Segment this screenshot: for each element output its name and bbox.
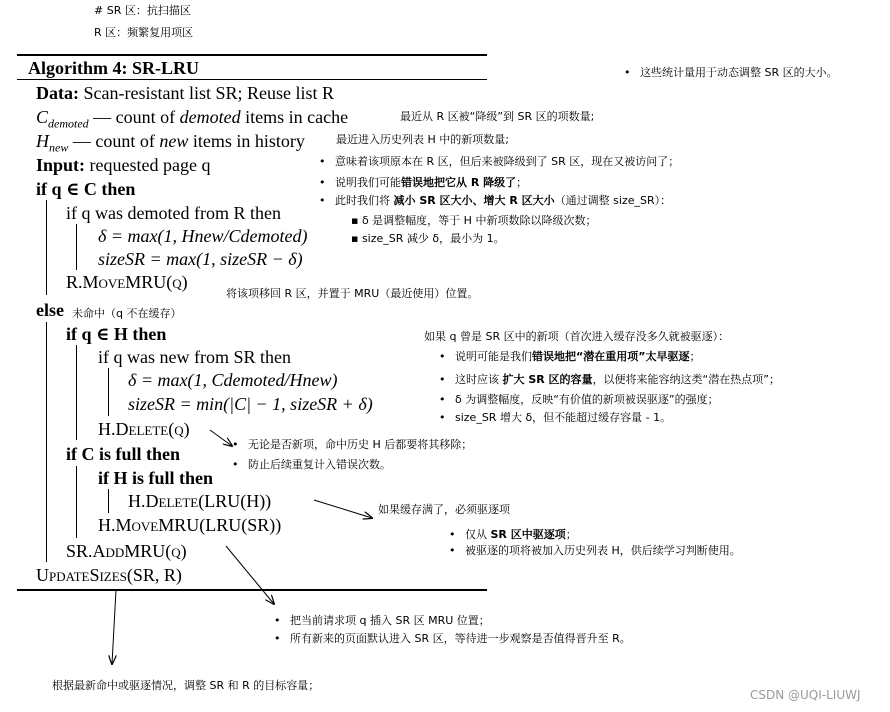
hit-note-1: • 意味着该项原本在 R 区，但后来被降级到了 SR 区，现在又被访问了；: [335, 155, 679, 169]
data-text: Scan-resistant list SR; Reuse list R: [83, 83, 334, 103]
h-intro-note: 如果 q 曾是 SR 区中的新项（首次进入缓存没多久就被驱逐）：: [424, 330, 730, 343]
line-if-c-full: if C is full then: [66, 444, 181, 464]
stats-purpose-note: • 这些统计量用于动态调整 SR 区的大小。: [640, 66, 838, 80]
evict-intro-note: 如果缓存满了，必须驱逐项: [378, 503, 510, 516]
hit-sub-note-2-text: size_SR 减少 δ，最小为 1。: [361, 232, 505, 245]
h-note-2: • 这时应该 扩大 SR 区的容量，以便将来能容纳这类“潜在热点项”；: [455, 373, 780, 387]
add-note-1: • 把当前请求项 q 插入 SR 区 MRU 位置；: [290, 614, 490, 628]
cdemoted-desc-em: demoted: [179, 107, 241, 127]
line-if-new: if q was new from SR then: [98, 347, 291, 367]
h-note-2-bold: 扩大 SR 区的容量: [502, 373, 593, 386]
add-note-2: • 所有新来的页面默认进入 SR 区，等待进一步观察是否值得晋升至 R。: [290, 632, 631, 646]
h-note-4: • size_SR 增大 δ，但不能超过缓存容量 - 1。: [455, 411, 671, 425]
line-update-sizes: UpdateSizes(SR, R): [36, 565, 182, 585]
line-if-in-c: if q ∈ C then: [36, 179, 136, 199]
h-note-1: • 说明可能是我们错误地把“潜在重用项”太早驱逐；: [455, 350, 700, 364]
line-size-1: sizeSR = max(1, sizeSR − δ): [98, 249, 303, 269]
line-move-to-r: R.MoveMRU(q): [66, 272, 188, 292]
data-keyword: Data:: [36, 83, 79, 103]
update-sizes-note: 根据最新命中或驱逐情况，调整 SR 和 R 的目标容量；: [52, 679, 320, 692]
hnew-note: 最近进入历史列表 H 中的新项数量;: [336, 133, 509, 146]
line-h-delete: H.Delete(q): [98, 419, 190, 439]
algorithm-title: Algorithm 4: SR-LRU: [28, 58, 199, 78]
line-else: else: [36, 300, 64, 320]
h-note-3: • δ 为调整幅度，反映“有价值的新项被误驱逐”的强度；: [455, 393, 719, 407]
line-size-2: sizeSR = min(|C| − 1, sizeSR + δ): [128, 394, 373, 414]
line-delta-2: δ = max(1, Cdemoted/Hnew): [128, 370, 338, 390]
line-h-delete-lru: H.Delete(LRU(H)): [128, 491, 272, 511]
evict-note-1: • 仅从 SR 区中驱逐项；: [465, 528, 577, 542]
hdelete-note-2: • 防止后续重复计入错误次数。: [248, 458, 391, 472]
line-if-demoted: if q was demoted from R then: [66, 203, 281, 223]
cdemoted-subscript: demoted: [48, 116, 89, 131]
line-if-in-h: if q ∈ H then: [66, 324, 167, 344]
move-to-r-note: 将该项移回 R 区，并置于 MRU（最近使用）位置。: [226, 287, 479, 300]
input-keyword: Input:: [36, 155, 86, 175]
hnew-subscript: new: [49, 140, 69, 155]
hnew-symbol: H: [36, 131, 49, 151]
hnew-desc-em: new: [159, 131, 189, 151]
hit-sub-note-2: ▪ size_SR 减少 δ，最小为 1。: [351, 232, 505, 245]
hit-note-2-bold: 错误地把它从 R 降级了: [401, 176, 517, 189]
hdelete-note-1: • 无论是否新项，命中历史 H 后都要将其移除；: [248, 438, 472, 452]
hnew-desc-b: items in history: [188, 131, 305, 151]
hnew-desc-a: — count of: [68, 131, 160, 151]
h-note-1-bold: 错误地把“潜在重用项”太早驱逐: [532, 350, 690, 363]
hit-note-2: • 说明我们可能错误地把它从 R 降级了；: [335, 176, 527, 190]
cdemoted-symbol: C: [36, 107, 49, 127]
watermark: CSDN @UQI-LIUWJ: [750, 688, 861, 702]
r-zone-note: R 区：频繁复用项区: [94, 26, 194, 39]
cdemoted-desc-a: — count of: [88, 107, 180, 127]
cdemoted-note: 最近从 R 区被“降级”到 SR 区的项数量;: [400, 110, 595, 123]
hit-note-3-bold: 减小 SR 区大小、增大 R 区大小: [393, 194, 555, 207]
arrow-update-sizes: [112, 590, 116, 664]
hit-note-3: • 此时我们将 减小 SR 区大小、增大 R 区大小（通过调整 size_SR）：: [335, 194, 671, 208]
arrow-hdelete: [210, 430, 232, 446]
arrow-add-mru: [226, 546, 274, 604]
line-sr-add-mru: SR.AddMRU(q): [66, 541, 187, 561]
evict-note-1-bold: SR 区中驱逐项: [490, 528, 566, 541]
arrow-evict: [314, 500, 372, 518]
cdemoted-desc-b: items in cache: [240, 107, 349, 127]
hit-sub-note-1: ▪ δ 是调整幅度，等于 H 中新项数除以降级次数；: [351, 214, 597, 227]
line-h-move-mru: H.MoveMRU(LRU(SR)): [98, 515, 282, 535]
hit-sub-note-1-text: δ 是调整幅度，等于 H 中新项数除以降级次数；: [361, 214, 597, 227]
line-if-h-full: if H is full then: [98, 468, 214, 488]
miss-note: 未命中（q 不在缓存）: [72, 307, 182, 320]
evict-note-2: • 被驱逐的项将被加入历史列表 H，供后续学习判断使用。: [465, 544, 741, 558]
line-delta-1: δ = max(1, Hnew/Cdemoted): [98, 226, 308, 246]
input-text: requested page q: [89, 155, 211, 175]
sr-zone-note: # SR 区：抗扫描区: [94, 4, 191, 17]
